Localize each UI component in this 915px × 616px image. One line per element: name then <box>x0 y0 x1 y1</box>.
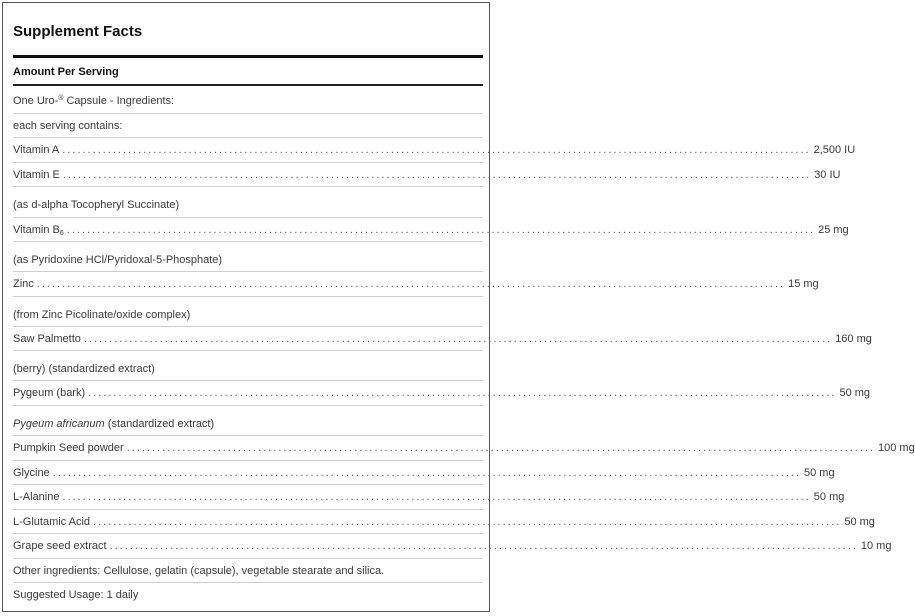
ingredient-row-saw-palmetto <box>13 330 872 348</box>
leader-dots: .................................................................................................................................................... <box>93 516 842 528</box>
row-divider <box>13 484 483 485</box>
row-divider <box>13 162 483 163</box>
ingredient-name: Saw Palmetto <box>13 333 81 345</box>
saw-palmetto-source-note: (berry) (standardized extract) <box>13 363 155 375</box>
pygeum-species-name: Pygeum africanum <box>13 418 105 430</box>
vitamin-e-source-note: (as d-alpha Tocopheryl Succinate) <box>13 199 180 211</box>
heading-divider <box>13 84 483 86</box>
row-divider <box>13 533 483 534</box>
ingredient-name: Vitamin A <box>13 144 60 156</box>
supplement-facts-panel <box>2 2 915 612</box>
capsule-prefix: One Uro- <box>13 95 59 107</box>
pygeum-extract-note: (standardized extract) <box>104 418 215 430</box>
row-divider <box>13 380 483 381</box>
leader-dots: .................................................................................................................................................... <box>88 387 837 399</box>
ingredient-row-vitamin-a <box>13 141 856 159</box>
ingredient-name-text: Vitamin B <box>13 224 60 236</box>
row-divider <box>13 271 483 272</box>
ingredient-row-l-alanine <box>13 488 845 506</box>
other-ingredients: Other ingredients: Cellulose, gelatin (capsule), vegetable stearate and silica. <box>13 565 385 577</box>
ingredient-name: Grape seed extract <box>13 540 107 552</box>
title-divider <box>13 55 483 58</box>
row-divider <box>13 326 483 327</box>
leader-dots: .................................................................................................................................................... <box>62 491 811 503</box>
leader-dots: .................................................................................................................................................... <box>62 169 812 181</box>
ingredient-row-vitamin-e <box>13 166 841 184</box>
row-divider <box>13 296 483 297</box>
ingredient-amount: 30 IU <box>814 169 841 181</box>
leader-dots: .................................................................................................................................................... <box>83 333 833 345</box>
zinc-source-note: (from Zinc Picolinate/oxide complex) <box>13 309 191 321</box>
ingredient-subscript: 6 <box>59 230 64 237</box>
row-divider <box>13 113 483 114</box>
leader-dots: .................................................................................................................................................... <box>36 278 786 290</box>
ingredient-amount: 50 mg <box>804 467 835 479</box>
ingredient-row-glycine <box>13 464 835 482</box>
registered-mark: ® <box>58 95 64 102</box>
ingredient-row-vitamin-b6 <box>13 221 849 239</box>
ingredient-row-zinc <box>13 275 819 293</box>
ingredient-row-pumpkin-seed <box>13 439 915 457</box>
ingredient-amount: 15 mg <box>788 278 819 290</box>
leader-dots: .................................................................................................................................................... <box>126 442 875 454</box>
row-divider <box>13 558 483 559</box>
ingredient-amount: 50 mg <box>813 491 845 503</box>
ingredient-name: Pumpkin Seed powder <box>13 442 124 454</box>
leader-dots: .................................................................................................................................................... <box>109 540 858 552</box>
ingredient-amount: 100 mg <box>878 442 915 454</box>
panel-title: Supplement Facts <box>13 23 143 40</box>
ingredient-amount: 25 mg <box>818 224 849 236</box>
ingredient-amount: 50 mg <box>844 516 875 528</box>
ingredient-name: Vitamin E <box>13 169 60 181</box>
row-divider <box>13 186 483 187</box>
capsule-suffix: Capsule - Ingredients: <box>63 95 175 107</box>
ingredient-amount: 10 mg <box>860 540 892 552</box>
ingredient-amount: 50 mg <box>839 387 871 399</box>
row-divider <box>13 405 483 406</box>
amount-per-serving-heading: Amount Per Serving <box>13 66 119 78</box>
row-divider <box>13 217 483 218</box>
ingredient-name: Zinc <box>13 278 34 290</box>
leader-dots: .................................................................................................................................................... <box>52 467 801 479</box>
row-divider <box>13 137 483 138</box>
ingredient-name: Glycine <box>13 467 50 479</box>
pygeum-source-note <box>13 415 483 433</box>
ingredient-name: Pygeum (bark) <box>13 387 86 399</box>
row-divider <box>13 435 483 436</box>
capsule-line <box>13 92 483 110</box>
ingredient-row-l-glutamic-acid <box>13 513 875 531</box>
leader-dots: .................................................................................................................................................... <box>66 224 816 236</box>
ingredient-amount: 2,500 IU <box>813 144 856 156</box>
each-serving-line: each serving contains: <box>13 120 123 132</box>
ingredient-row-grape-seed <box>13 537 892 555</box>
suggested-usage: Suggested Usage: 1 daily <box>13 589 139 601</box>
row-divider <box>13 509 483 510</box>
vitamin-b6-source-note: (as Pyridoxine HCl/Pyridoxal-5-Phosphate) <box>13 254 223 266</box>
leader-dots: .................................................................................................................................................... <box>62 144 811 156</box>
row-divider <box>13 350 483 351</box>
row-divider <box>13 460 483 461</box>
ingredient-amount: 160 mg <box>835 333 872 345</box>
ingredient-name: L-Glutamic Acid <box>13 516 91 528</box>
row-divider <box>13 241 483 242</box>
ingredient-name: L-Alanine <box>13 491 60 503</box>
ingredient-row-pygeum <box>13 384 871 402</box>
row-divider <box>13 582 483 583</box>
ingredient-name <box>13 221 67 239</box>
